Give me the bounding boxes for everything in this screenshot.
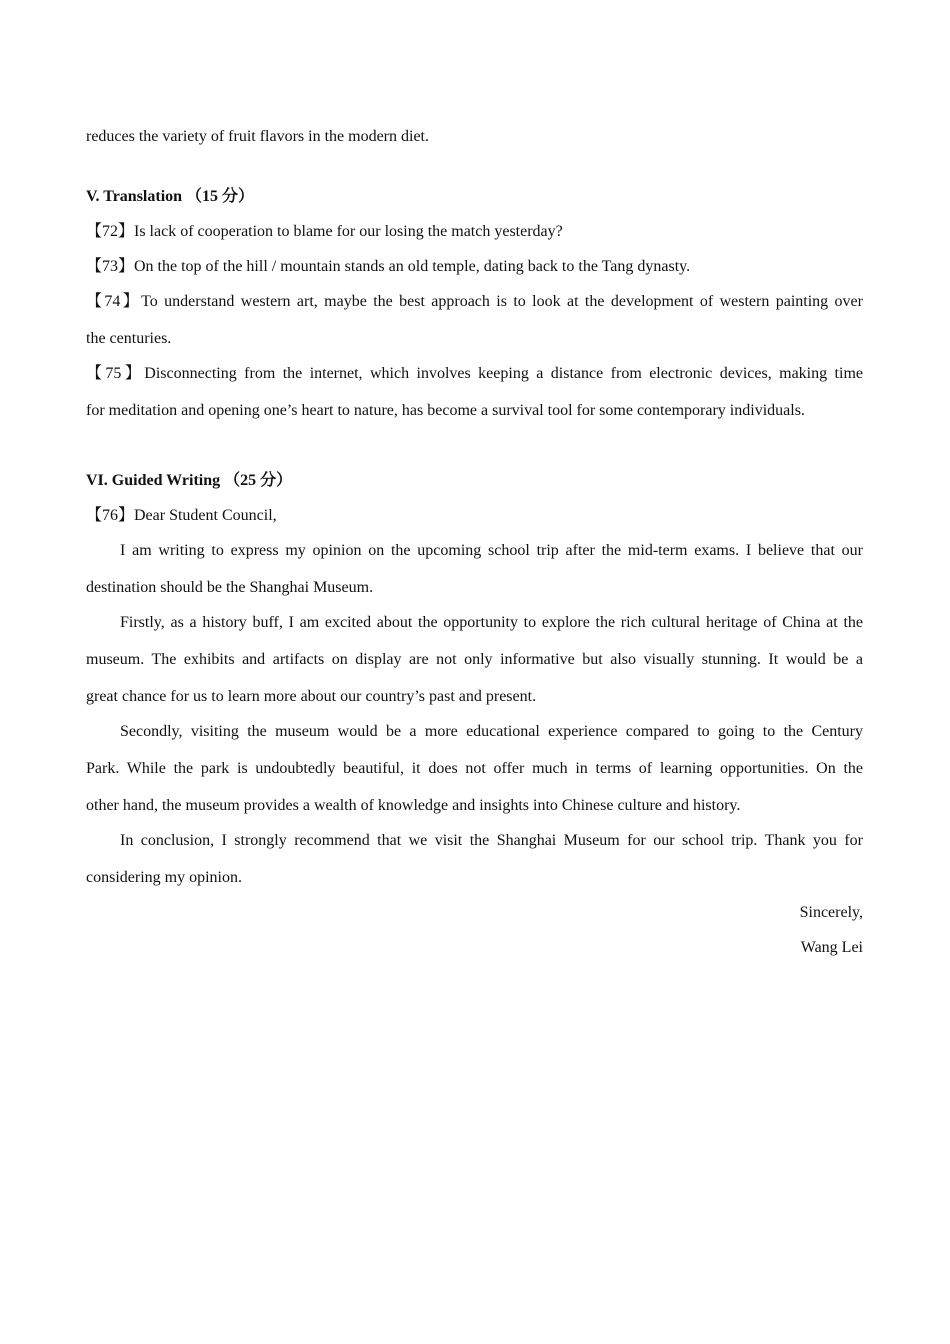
answer-75-line-2: for meditation and opening one’s heart to nature, has become a survival tool for some contemporary individuals. <box>86 402 805 419</box>
answer-73: 【73】On the top of the hill / mountain stands an old temple, dating back to the Tang dynasty. <box>86 258 691 275</box>
letter-closing: Sincerely, <box>799 904 863 921</box>
paragraph-3-line-3: other hand, the museum provides a wealth of knowledge and insights into Chinese culture and history. <box>86 797 741 814</box>
paragraph-1-line-2: destination should be the Shanghai Museum. <box>86 579 374 596</box>
paragraph-2-line-1: Firstly, as a history buff, I am excited about the opportunity to explore the rich cultural heritage of China at the <box>120 614 863 631</box>
paragraph-4-line-1: In conclusion, I strongly recommend that we visit the Shanghai Museum for our school trip. Thank you for <box>120 832 863 849</box>
continuation-text: reduces the variety of fruit flavors in the modern diet. <box>86 128 429 145</box>
letter-signature: Wang Lei <box>800 939 863 956</box>
letter-greeting: 【76】Dear Student Council, <box>86 507 277 524</box>
translation-heading: V. Translation （15 分） <box>86 188 255 205</box>
paragraph-3-line-2: Park. While the park is undoubtedly beautiful, it does not offer much in terms of learning opportunities. On the <box>86 760 863 777</box>
answer-75-line-1: 【75】Disconnecting from the internet, which involves keeping a distance from electronic devices, making time <box>86 365 863 382</box>
paragraph-3-line-1: Secondly, visiting the museum would be a more educational experience compared to going to the Century <box>120 723 863 740</box>
answer-74-line-2: the centuries. <box>86 330 172 347</box>
paragraph-2-line-3: great chance for us to learn more about our country’s past and present. <box>86 688 537 705</box>
answer-72: 【72】Is lack of cooperation to blame for our losing the match yesterday? <box>86 223 563 240</box>
paragraph-1-line-1: I am writing to express my opinion on the upcoming school trip after the mid-term exams. I believe that our <box>120 542 863 559</box>
paragraph-4-line-2: considering my opinion. <box>86 869 242 886</box>
answer-74-line-1: 【74】To understand western art, maybe the best approach is to look at the development of western painting over <box>86 293 863 310</box>
paragraph-2-line-2: museum. The exhibits and artifacts on display are not only informative but also visually stunning. It would be a <box>86 651 863 668</box>
writing-heading: VI. Guided Writing （25 分） <box>86 472 293 489</box>
